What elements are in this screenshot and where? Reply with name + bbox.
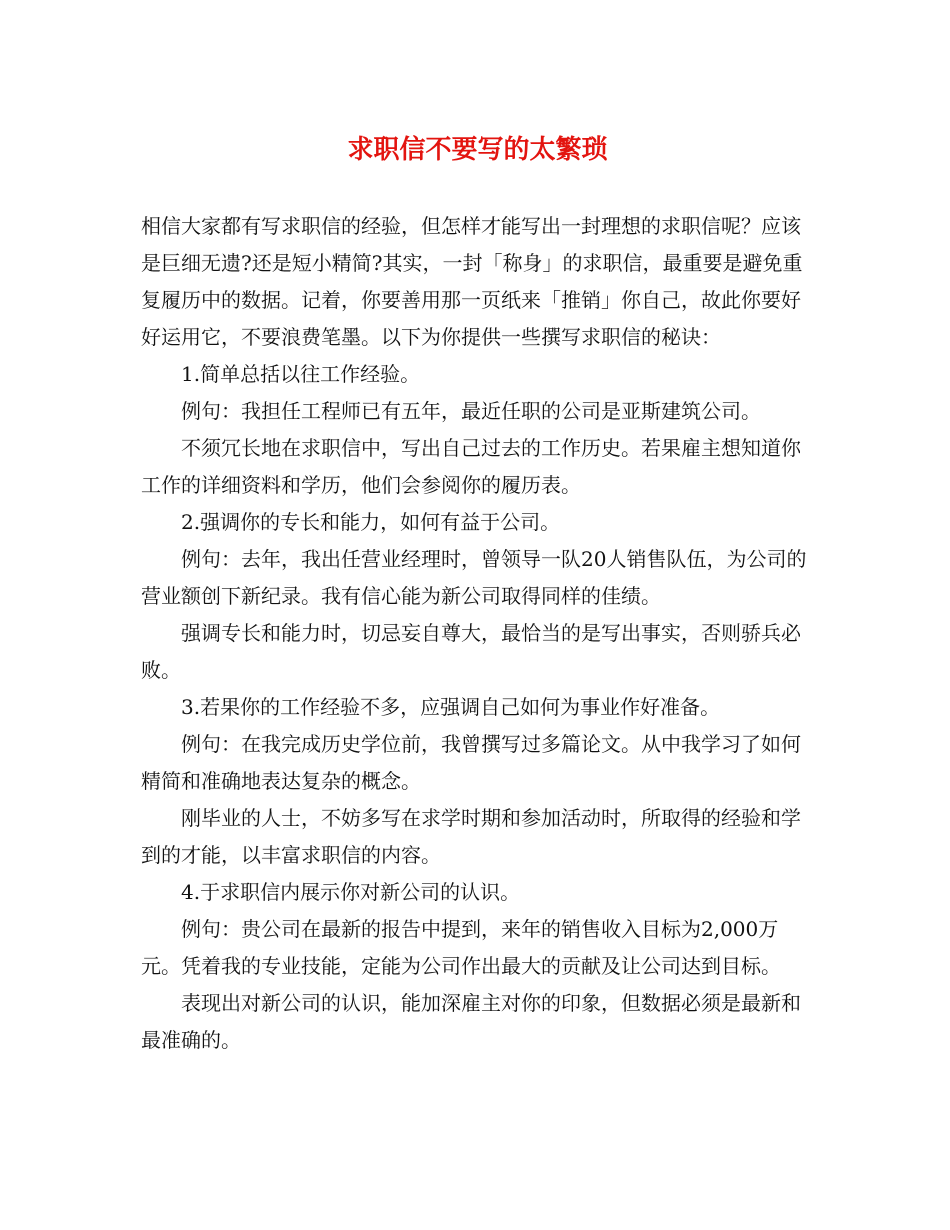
tip-heading-2: 2.强调你的专长和能力，如何有益于公司。	[181, 510, 561, 534]
example-sentence-3: 例句：在我完成历史学位前，我曾撰写过多篇论文。从中我学习了如何精简和准确地表达复杂的概念。	[141, 732, 801, 793]
example-sentence-4: 例句：贵公司在最新的报告中提到，来年的销售收入目标为2,000万元。凭着我的专业技能，定能为公司作出最大的贡献及让公司达到目标。	[141, 917, 781, 978]
tip-heading-4: 4.于求职信内展示你对新公司的认识。	[181, 880, 521, 904]
explanation-4: 表现出对新公司的认识，能加深雇主对你的印象，但数据必须是最新和最准确的。	[141, 991, 801, 1052]
example-sentence-1: 例句：我担任工程师已有五年，最近任职的公司是亚斯建筑公司。	[181, 399, 761, 423]
tip-heading-3: 3.若果你的工作经验不多，应强调自己如何为事业作好准备。	[181, 695, 721, 719]
example-sentence-2: 例句：去年，我出任营业经理时，曾领导一队20人销售队伍，为公司的营业额创下新纪录。我有信心能为新公司取得同样的佳绩。	[141, 547, 807, 608]
tip-heading-1: 1.简单总括以往工作经验。	[181, 362, 421, 386]
document-body	[141, 208, 814, 1059]
explanation-2: 强调专长和能力时，切忌妄自尊大，最恰当的是写出事实，否则骄兵必败。	[141, 621, 801, 682]
document-title: 求职信不要写的太繁琐	[347, 135, 608, 165]
explanation-3: 刚毕业的人士，不妨多写在求学时期和参加活动时，所取得的经验和学到的才能，以丰富求职信的内容。	[141, 806, 801, 867]
explanation-1: 不须冗长地在求职信中，写出自己过去的工作历史。若果雇主想知道你工作的详细资料和学历，他们会参阅你的履历表。	[141, 436, 801, 497]
intro-paragraph: 相信大家都有写求职信的经验，但怎样才能写出一封理想的求职信呢？应该是巨细无遗?还是短小精简?其实，一封「称身」的求职信，最重要是避免重复履历中的数据。记着，你要善用那一页纸来「推销」你自己，故此你要好好运用它，不要浪费笔墨。以下为你提供一些撰写求职信的秘诀：	[141, 214, 803, 349]
